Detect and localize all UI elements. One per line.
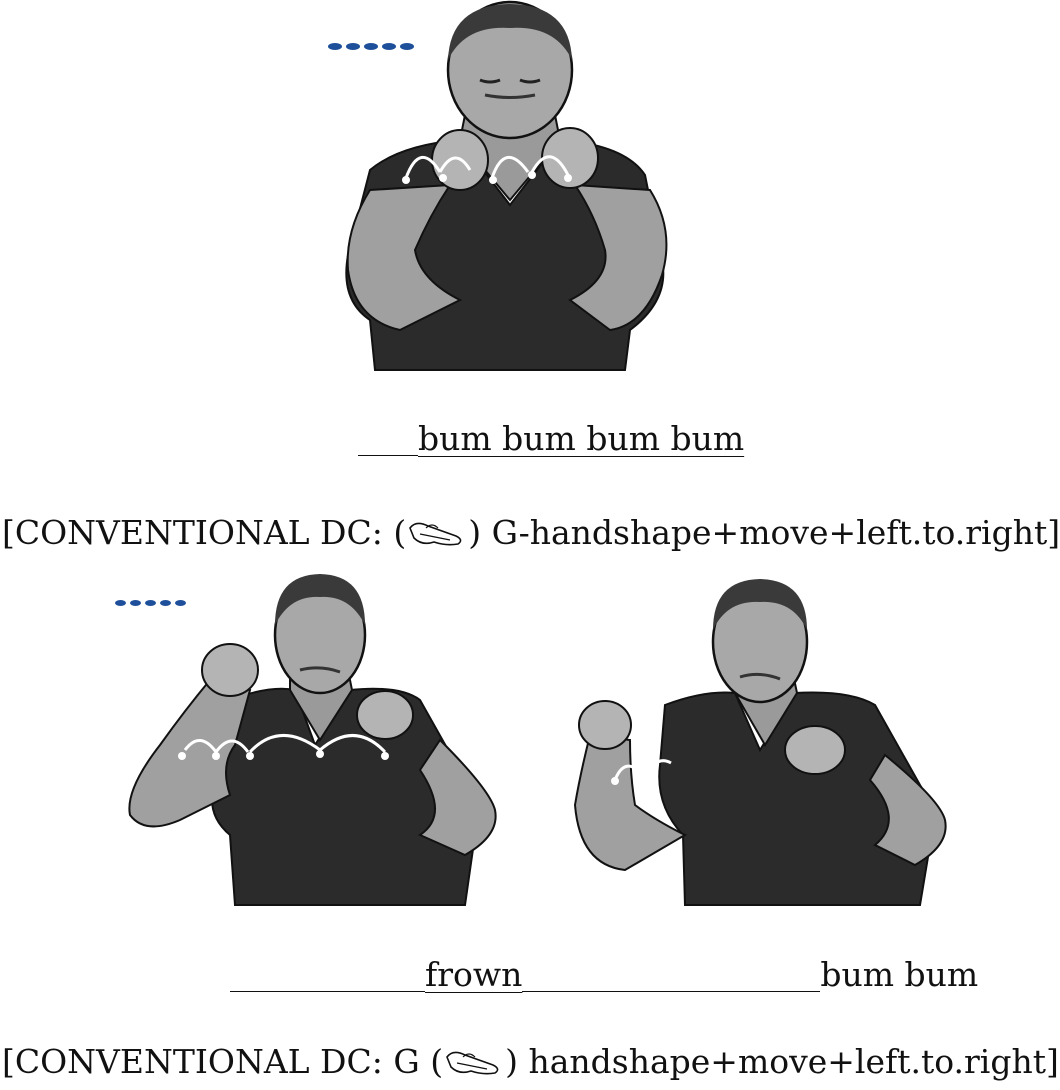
signer-illustration-top — [340, 0, 680, 375]
hand-g-handshape-icon — [443, 1045, 505, 1079]
signer-illustration-bottom-right — [575, 575, 950, 910]
signer-illustration-bottom-left — [120, 570, 500, 905]
caption-conventional-dc-2: [CONVENTIONAL DC: G ( ) handshape+move+left.to.right] — [2, 1042, 1059, 1081]
nonmanual-bum-bum: bum bum — [820, 955, 979, 994]
nonmanual-frown: frown — [425, 955, 523, 994]
caption-conventional-dc-1: [CONVENTIONAL DC: ( ) G-handshape+move+left.to.right] — [2, 513, 1060, 552]
nonmanual-text: bum bum bum bum — [418, 419, 745, 458]
hand-g-handshape-icon — [406, 516, 468, 550]
nonmanual-line-bottom — [230, 955, 979, 994]
nonmanual-line-top — [358, 419, 745, 458]
